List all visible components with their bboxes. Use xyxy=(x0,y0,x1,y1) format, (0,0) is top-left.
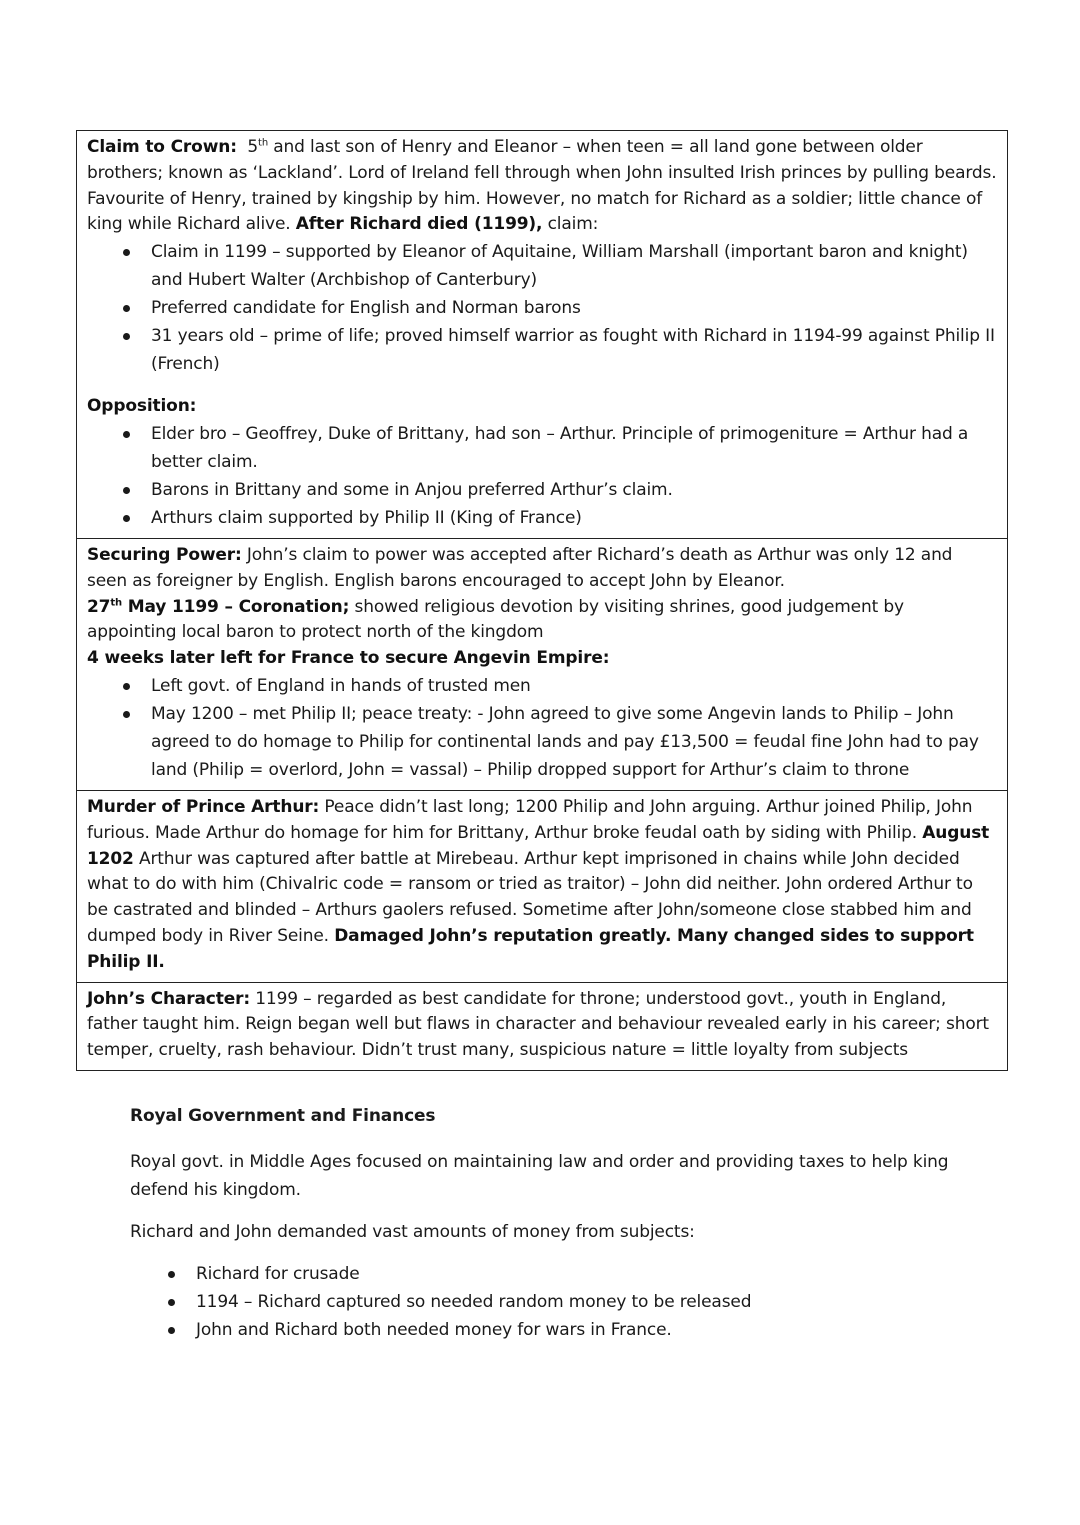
murder-text-2: Arthur was captured after battle at Mirebeau. Arthur kept imprisoned in chains while John decided what to do with him (Chivalric code = ransom or tried as traitor) – John did neither. John ordered Arthur to be castrated and blinded – Arthurs gaolers refused. Sometime after John/someone close stabbed him and dumped body in River Seine. xyxy=(87,848,973,946)
securing-heading: Securing Power: xyxy=(87,544,242,565)
claim-bullet-list xyxy=(87,238,997,378)
character-cell xyxy=(77,983,1007,1070)
character-paragraph xyxy=(87,987,997,1064)
list-item: Left govt. of England in hands of trusted men xyxy=(151,672,997,700)
list-item: Elder bro – Geoffrey, Duke of Brittany, had son – Arthur. Principle of primogeniture = Arthur had a better claim. xyxy=(151,420,997,476)
royal-bullet-list xyxy=(130,1260,990,1344)
list-item: May 1200 – met Philip II; peace treaty: - John agreed to give some Angevin lands to Philip – John agreed to do homage to Philip for continental lands and pay £13,500 = feudal fine John had to pay land (Philip = overlord, John = vassal) – Philip dropped support for Arthur’s claim to throne xyxy=(151,700,997,784)
claim-paragraph xyxy=(87,135,997,238)
opposition-bullet-list xyxy=(87,420,997,532)
list-item: Claim in 1199 – supported by Eleanor of Aquitaine, William Marshall (important baron and knight) and Hubert Walter (Archbishop of Canterbury) xyxy=(151,238,997,294)
claim-text: and last son of Henry and Eleanor – when teen = all land gone between older brothers; known as ‘Lackland’. Lord of Ireland fell through when John insulted Irish princes by pulling beards. Favourite of Henry, trained by kingship by him. However, no match for Richard as a soldier; little chance of king while Richard alive. xyxy=(87,137,997,235)
notes-table xyxy=(76,130,1008,1071)
royal-government-section xyxy=(130,1102,990,1344)
securing-paragraph xyxy=(87,543,997,595)
list-item: Arthurs claim supported by Philip II (King of France) xyxy=(151,504,997,532)
royal-paragraph-2: Richard and John demanded vast amounts of money from subjects: xyxy=(130,1222,695,1242)
murder-bold-end: Damaged John’s reputation greatly. Many changed sides to support Philip II. xyxy=(87,925,974,972)
murder-cell xyxy=(77,791,1007,983)
list-item: 1194 – Richard captured so needed random money to be released xyxy=(196,1288,990,1316)
murder-paragraph xyxy=(87,795,997,976)
claim-cell xyxy=(77,131,1007,539)
claim-text-end: claim: xyxy=(542,214,599,235)
list-item: Preferred candidate for English and Norman barons xyxy=(151,294,997,322)
coronation-paragraph xyxy=(87,595,997,647)
list-item: Barons in Brittany and some in Anjou preferred Arthur’s claim. xyxy=(151,476,997,504)
character-text: 1199 – regarded as best candidate for throne; understood govt., youth in England, father taught him. Reign began well but flaws in character and behaviour revealed early in his career; short temper, cruelty, rash behaviour. Didn’t trust many, suspicious nature = little loyalty from subjects xyxy=(87,988,989,1061)
securing-cell xyxy=(77,539,1007,791)
opposition-heading: Opposition: xyxy=(87,396,197,417)
murder-text: Peace didn’t last long; 1200 Philip and John arguing. Arthur joined Philip, John furious. Made Arthur do homage for him for Brittany, Arthur broke feudal oath by siding with Philip. xyxy=(87,796,973,843)
claim-bold-phrase: After Richard died (1199), xyxy=(295,214,543,235)
list-item: John and Richard both needed money for wars in France. xyxy=(196,1316,990,1344)
list-item: 31 years old – prime of life; proved himself warrior as fought with Richard in 1194-99 against Philip II (French) xyxy=(151,322,997,378)
ordinal-number: 5 xyxy=(247,137,259,157)
coronation-text: showed religious devotion by visiting shrines, good judgement by appointing local baron to protect north of the kingdom xyxy=(87,596,904,643)
section-heading: Royal Government and Finances xyxy=(130,1106,436,1126)
coronation-date: 27th May 1199 – Coronation; xyxy=(87,596,350,617)
murder-heading: Murder of Prince Arthur: xyxy=(87,796,320,817)
securing-text: John’s claim to power was accepted after Richard’s death as Arthur was only 12 and seen as foreigner by English. English barons encouraged to accept John by Eleanor. xyxy=(87,544,953,591)
securing-bullet-list xyxy=(87,672,997,784)
royal-paragraph-1: Royal govt. in Middle Ages focused on maintaining law and order and providing taxes to help king defend his kingdom. xyxy=(130,1152,949,1200)
character-heading: John’s Character: xyxy=(87,988,250,1009)
claim-heading: Claim to Crown: xyxy=(87,137,237,157)
ordinal-suffix: th xyxy=(258,137,269,149)
murder-date: August 1202 xyxy=(87,822,990,869)
securing-subheading: 4 weeks later left for France to secure Angevin Empire: xyxy=(87,648,610,669)
list-item: Richard for crusade xyxy=(196,1260,990,1288)
